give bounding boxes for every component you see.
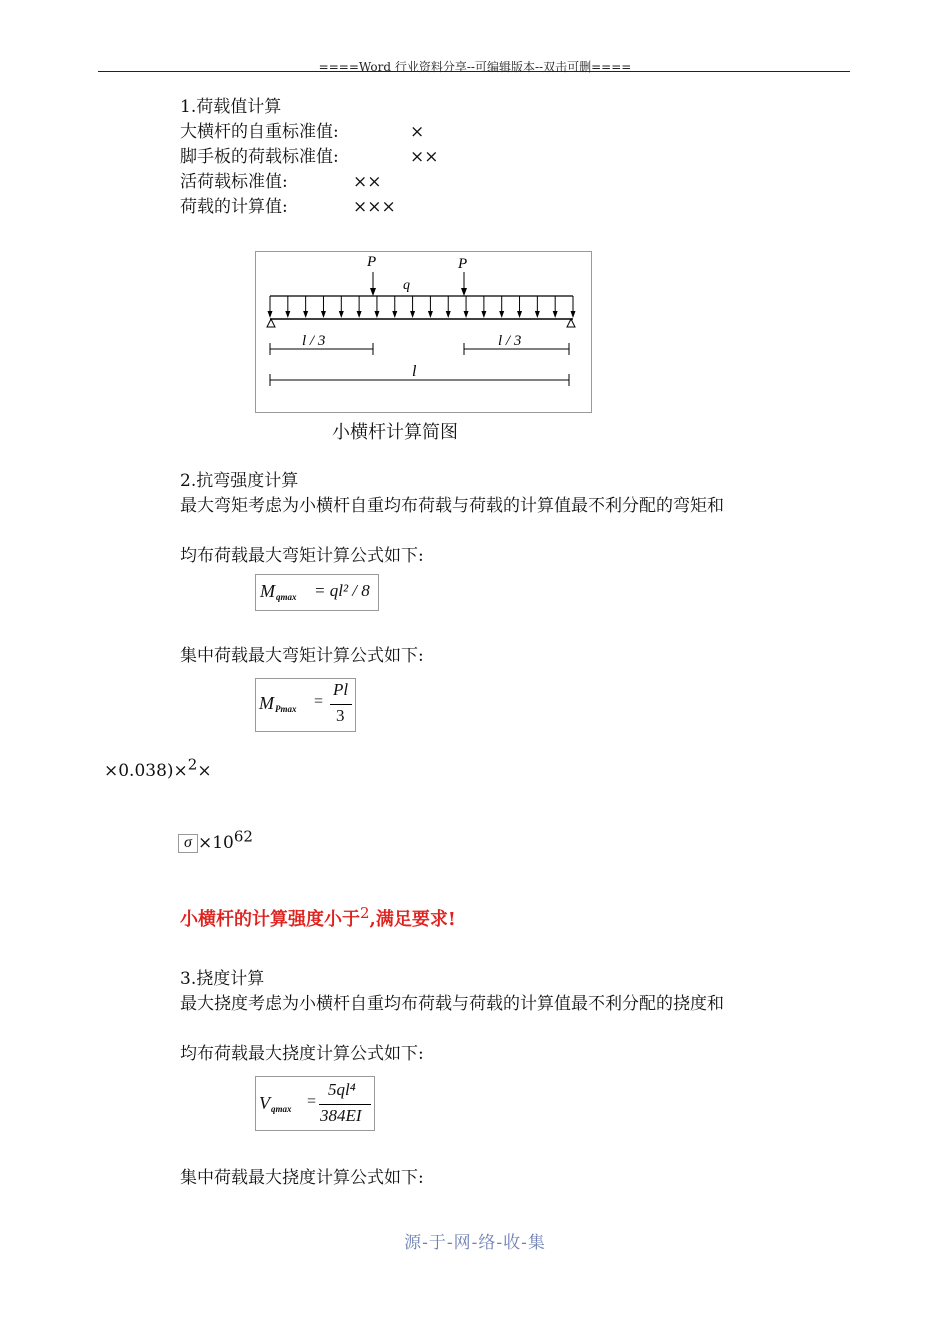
load-row-4 [180, 195, 580, 220]
uniform-moment-rhs: = ql² / 8 [314, 581, 370, 600]
uniform-moment-lhs: M [260, 581, 275, 601]
dimension-total [270, 374, 569, 386]
figure-caption: 小横杆计算简图 [332, 422, 458, 443]
point-load-left-arrowhead [370, 288, 376, 296]
distributed-load-arrowhead [285, 311, 290, 318]
distributed-load-arrowhead [499, 311, 504, 318]
point-moment-label: 集中荷载最大弯矩计算公式如下: [180, 646, 424, 666]
sigma-symbol: σ [178, 834, 198, 853]
section3-title: 3.挠度计算 [180, 969, 265, 989]
load-row-3 [180, 170, 580, 195]
dimension-left-label: l / 3 [302, 333, 326, 349]
point-moment-formula [255, 678, 356, 732]
load-row-4-label: 荷载的计算值: [180, 197, 288, 217]
point-moment-sub: Pmax [275, 704, 297, 714]
conclusion-pre: 小横杆的计算强度小于 [180, 909, 360, 930]
point-moment-lhs: M [259, 693, 274, 713]
moment-calc-tail: × [197, 761, 212, 781]
distributed-load-arrowhead [357, 311, 362, 318]
uniform-deflection-denominator: 384EI [320, 1106, 362, 1125]
load-row-1 [180, 120, 580, 145]
uniform-moment-formula [255, 574, 379, 611]
uniform-deflection-eq: = [307, 1093, 317, 1110]
uniform-deflection-numerator: 5ql⁴ [328, 1080, 356, 1099]
distributed-load-arrowhead [517, 311, 522, 318]
distributed-load-arrowhead [410, 311, 415, 318]
distributed-load-arrowhead [339, 311, 344, 318]
distributed-load-arrowhead [553, 311, 558, 318]
dimension-total-label: l [412, 363, 417, 380]
strength-conclusion [180, 904, 456, 932]
load-row-2-label: 脚手板的荷载标准值: [180, 147, 339, 167]
page-header: ====Word 行业资料分享--可编辑版本--双击可删==== [318, 60, 632, 74]
point-moment-numerator: Pl [333, 680, 349, 699]
load-row-4-value: ××× [353, 197, 396, 217]
beam-diagram [255, 251, 592, 413]
support-right [567, 319, 575, 327]
point-deflection-label: 集中荷载最大挠度计算公式如下: [180, 1168, 424, 1188]
dimension-right-label: l / 3 [498, 333, 522, 349]
section2-description: 最大弯矩考虑为小横杆自重均布荷载与荷载的计算值最不利分配的弯矩和 [180, 496, 724, 516]
load-row-2 [180, 145, 580, 170]
moment-calc-sup: 2 [187, 755, 198, 774]
stress-calc-text: ×10 [198, 833, 234, 853]
point-moment-fraction-bar [330, 704, 352, 705]
page-footer: 源-于-网-络-收-集 [404, 1233, 546, 1253]
distributed-load-arrowhead [428, 311, 433, 318]
distributed-load-arrowhead [268, 311, 273, 318]
stress-calc-line [178, 827, 253, 856]
uniform-deflection-formula [255, 1076, 375, 1131]
load-row-3-value: ×× [353, 172, 382, 192]
stress-calc-sup: 62 [233, 827, 253, 846]
uniform-deflection-label: 均布荷载最大挠度计算公式如下: [180, 1044, 424, 1064]
distributed-load-arrowhead [446, 311, 451, 318]
distributed-load-arrowhead [374, 311, 379, 318]
uniform-deflection-fraction-bar [319, 1104, 371, 1105]
moment-calc-text: ×0.038)× [104, 761, 188, 781]
uniform-deflection-lhs: V [259, 1093, 270, 1113]
section3-description: 最大挠度考虑为小横杆自重均布荷载与荷载的计算值最不利分配的挠度和 [180, 994, 724, 1014]
distributed-load-arrowhead [481, 311, 486, 318]
load-row-3-label: 活荷载标准值: [180, 172, 288, 192]
load-row-1-label: 大横杆的自重标准值: [180, 122, 339, 142]
uniform-moment-label: 均布荷载最大弯矩计算公式如下: [180, 546, 424, 566]
distributed-load-arrowhead [464, 311, 469, 318]
point-load-right-arrowhead [461, 288, 467, 296]
point-load-right-label: P [458, 256, 468, 272]
conclusion-post: ,满足要求! [369, 909, 456, 930]
uniform-deflection-sub: qmax [271, 1104, 292, 1114]
distributed-load-arrowhead [392, 311, 397, 318]
point-load-left-label: P [367, 254, 377, 270]
load-row-1-value: × [410, 122, 425, 142]
point-moment-eq: = [314, 693, 324, 710]
support-left [267, 319, 275, 327]
distributed-load-label: q [403, 278, 410, 293]
distributed-load-arrowhead [535, 311, 540, 318]
point-moment-denominator: 3 [336, 706, 345, 725]
uniform-moment-sub: qmax [276, 592, 297, 602]
load-row-2-value: ×× [410, 147, 439, 167]
section2-title: 2.抗弯强度计算 [180, 471, 299, 491]
distributed-load-arrowhead [571, 311, 576, 318]
section1-title: 1.荷载值计算 [180, 97, 282, 117]
moment-calc-line [104, 755, 212, 784]
distributed-load-arrowhead [321, 311, 326, 318]
header-divider [98, 71, 850, 72]
conclusion-sup: 2 [360, 904, 370, 922]
distributed-load-arrowhead [303, 311, 308, 318]
beam-diagram-svg [256, 252, 591, 412]
